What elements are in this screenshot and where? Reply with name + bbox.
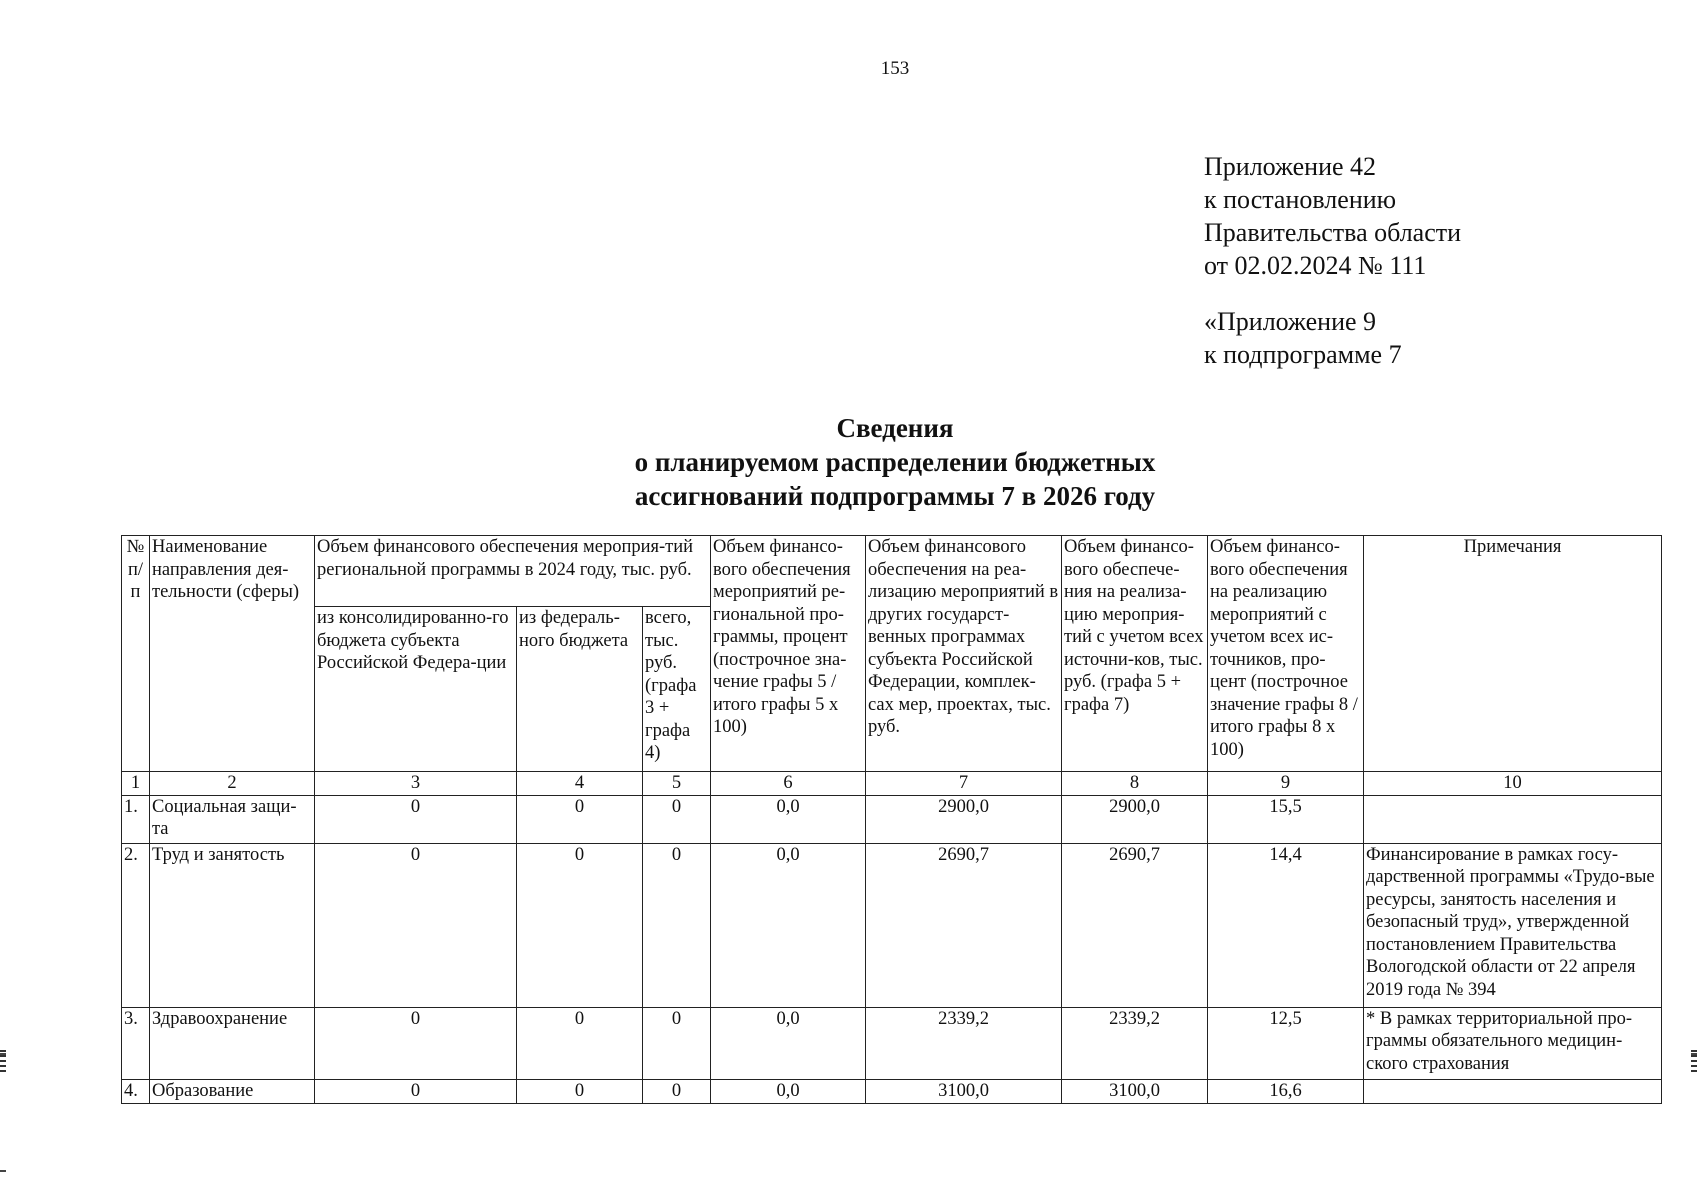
table-row <box>122 1007 1662 1079</box>
column-number: 2 <box>150 772 315 796</box>
row-num: 1. <box>122 795 150 843</box>
row-note <box>1364 1079 1662 1103</box>
row-name: Труд и занятость <box>150 843 315 1007</box>
header-num: № п/п <box>122 536 150 772</box>
row-all-sources: 2900,0 <box>1062 795 1208 843</box>
column-number-row <box>122 772 1662 796</box>
row-percent-regional: 0,0 <box>711 1079 866 1103</box>
title-line: ассигнований подпрограммы 7 в 2026 году <box>634 481 1156 511</box>
row-name: Образование <box>150 1079 315 1103</box>
row-name: Социальная защи-та <box>150 795 315 843</box>
table-row <box>122 1079 1662 1103</box>
row-all-sources: 2339,2 <box>1062 1007 1208 1079</box>
row-all-sources: 2690,7 <box>1062 843 1208 1007</box>
table-row <box>122 843 1662 1007</box>
column-number: 3 <box>315 772 517 796</box>
column-number: 7 <box>866 772 1062 796</box>
header-all-sources: Объем финансо-вого обеспече-ния на реализа-цию мероприя-тий с учетом всех источни-ков, тыс. руб. (графа 5 + графа 7) <box>1062 536 1208 772</box>
row-num: 4. <box>122 1079 150 1103</box>
row-percent-regional: 0,0 <box>711 1007 866 1079</box>
title-line: о планируемом распределении бюджетных <box>634 447 1156 477</box>
row-percent-all: 14,4 <box>1208 843 1364 1007</box>
header-group: Объем финансового обеспечения мероприя-тий региональной программы в 2024 году, тыс. руб. <box>315 536 711 607</box>
header-total: всего, тыс. руб. (графа 3 + графа 4) <box>643 607 711 772</box>
row-federal: 0 <box>517 843 643 1007</box>
row-note: * В рамках территориальной про-граммы обязательного медицин-ского страхования <box>1364 1007 1662 1079</box>
row-consolidated: 0 <box>315 1007 517 1079</box>
row-percent-regional: 0,0 <box>711 795 866 843</box>
row-percent-all: 15,5 <box>1208 795 1364 843</box>
header-percent-all: Объем финансо-вого обеспечения на реализацию мероприятий с учетом всех ис-точников, про-цент (построчное значение графы 8 / итого графы 8 х 100) <box>1208 536 1364 772</box>
appendix-line: Приложение 42 <box>1204 152 1377 181</box>
row-other-programs: 2900,0 <box>866 795 1062 843</box>
page-number: 153 <box>880 58 910 79</box>
header-federal: из федераль-ного бюджета <box>517 607 643 772</box>
title-line: Сведения <box>836 413 954 443</box>
row-consolidated: 0 <box>315 1079 517 1103</box>
row-num: 3. <box>122 1007 150 1079</box>
row-consolidated: 0 <box>315 843 517 1007</box>
row-name: Здравоохранение <box>150 1007 315 1079</box>
appendix-line: к постановлению <box>1204 185 1397 214</box>
row-total: 0 <box>643 1007 711 1079</box>
row-note: Финансирование в рамках госу-дарственной программы «Трудо-вые ресурсы, занятость населения и безопасный труд», утвержденной постановлением Правительства Вологодской области от 22 апреля 2019 года № 394 <box>1364 843 1662 1007</box>
row-other-programs: 2690,7 <box>866 843 1062 1007</box>
header-name: Наименование направления дея-тельности (сферы) <box>150 536 315 772</box>
row-total: 0 <box>643 843 711 1007</box>
header-percent-regional: Объем финансо-вого обеспечения мероприятий ре-гиональной про-граммы, процент (построчное зна-чение графы 5 / итого графы 5 х 100) <box>711 536 866 772</box>
column-number: 10 <box>1364 772 1662 796</box>
row-federal: 0 <box>517 1007 643 1079</box>
table-row <box>122 795 1662 843</box>
appendix-sub-line: к подпрограмме 7 <box>1204 340 1402 369</box>
header-notes: Примечания <box>1364 536 1662 772</box>
budget-table <box>121 535 1662 1104</box>
column-number: 5 <box>643 772 711 796</box>
column-number: 9 <box>1208 772 1364 796</box>
scan-tick <box>0 1053 6 1055</box>
row-consolidated: 0 <box>315 795 517 843</box>
appendix-line: Правительства области <box>1204 218 1462 247</box>
row-num: 2. <box>122 843 150 1007</box>
column-number: 8 <box>1062 772 1208 796</box>
scan-tick <box>0 1170 6 1172</box>
column-number: 6 <box>711 772 866 796</box>
row-other-programs: 3100,0 <box>866 1079 1062 1103</box>
header-other-programs: Объем финансового обеспечения на реа-лизацию мероприятий в других государст-венных программах субъекта Российской Федерации, комплек-сах мер, проектах, тыс. руб. <box>866 536 1062 772</box>
header-consolidated: из консолидированно-го бюджета субъекта Российской Федера-ции <box>315 607 517 772</box>
row-percent-all: 12,5 <box>1208 1007 1364 1079</box>
row-percent-regional: 0,0 <box>711 843 866 1007</box>
row-percent-all: 16,6 <box>1208 1079 1364 1103</box>
row-federal: 0 <box>517 1079 643 1103</box>
row-total: 0 <box>643 795 711 843</box>
column-number: 1 <box>122 772 150 796</box>
column-number: 4 <box>517 772 643 796</box>
row-other-programs: 2339,2 <box>866 1007 1062 1079</box>
row-note <box>1364 795 1662 843</box>
appendix-sub-line: «Приложение 9 <box>1204 307 1377 336</box>
appendix-line: от 02.02.2024 № 111 <box>1204 251 1427 280</box>
row-federal: 0 <box>517 795 643 843</box>
document-title <box>0 411 1697 513</box>
row-all-sources: 3100,0 <box>1062 1079 1208 1103</box>
row-total: 0 <box>643 1079 711 1103</box>
appendix-reference <box>1204 150 1461 371</box>
scan-tick <box>1691 1053 1697 1055</box>
